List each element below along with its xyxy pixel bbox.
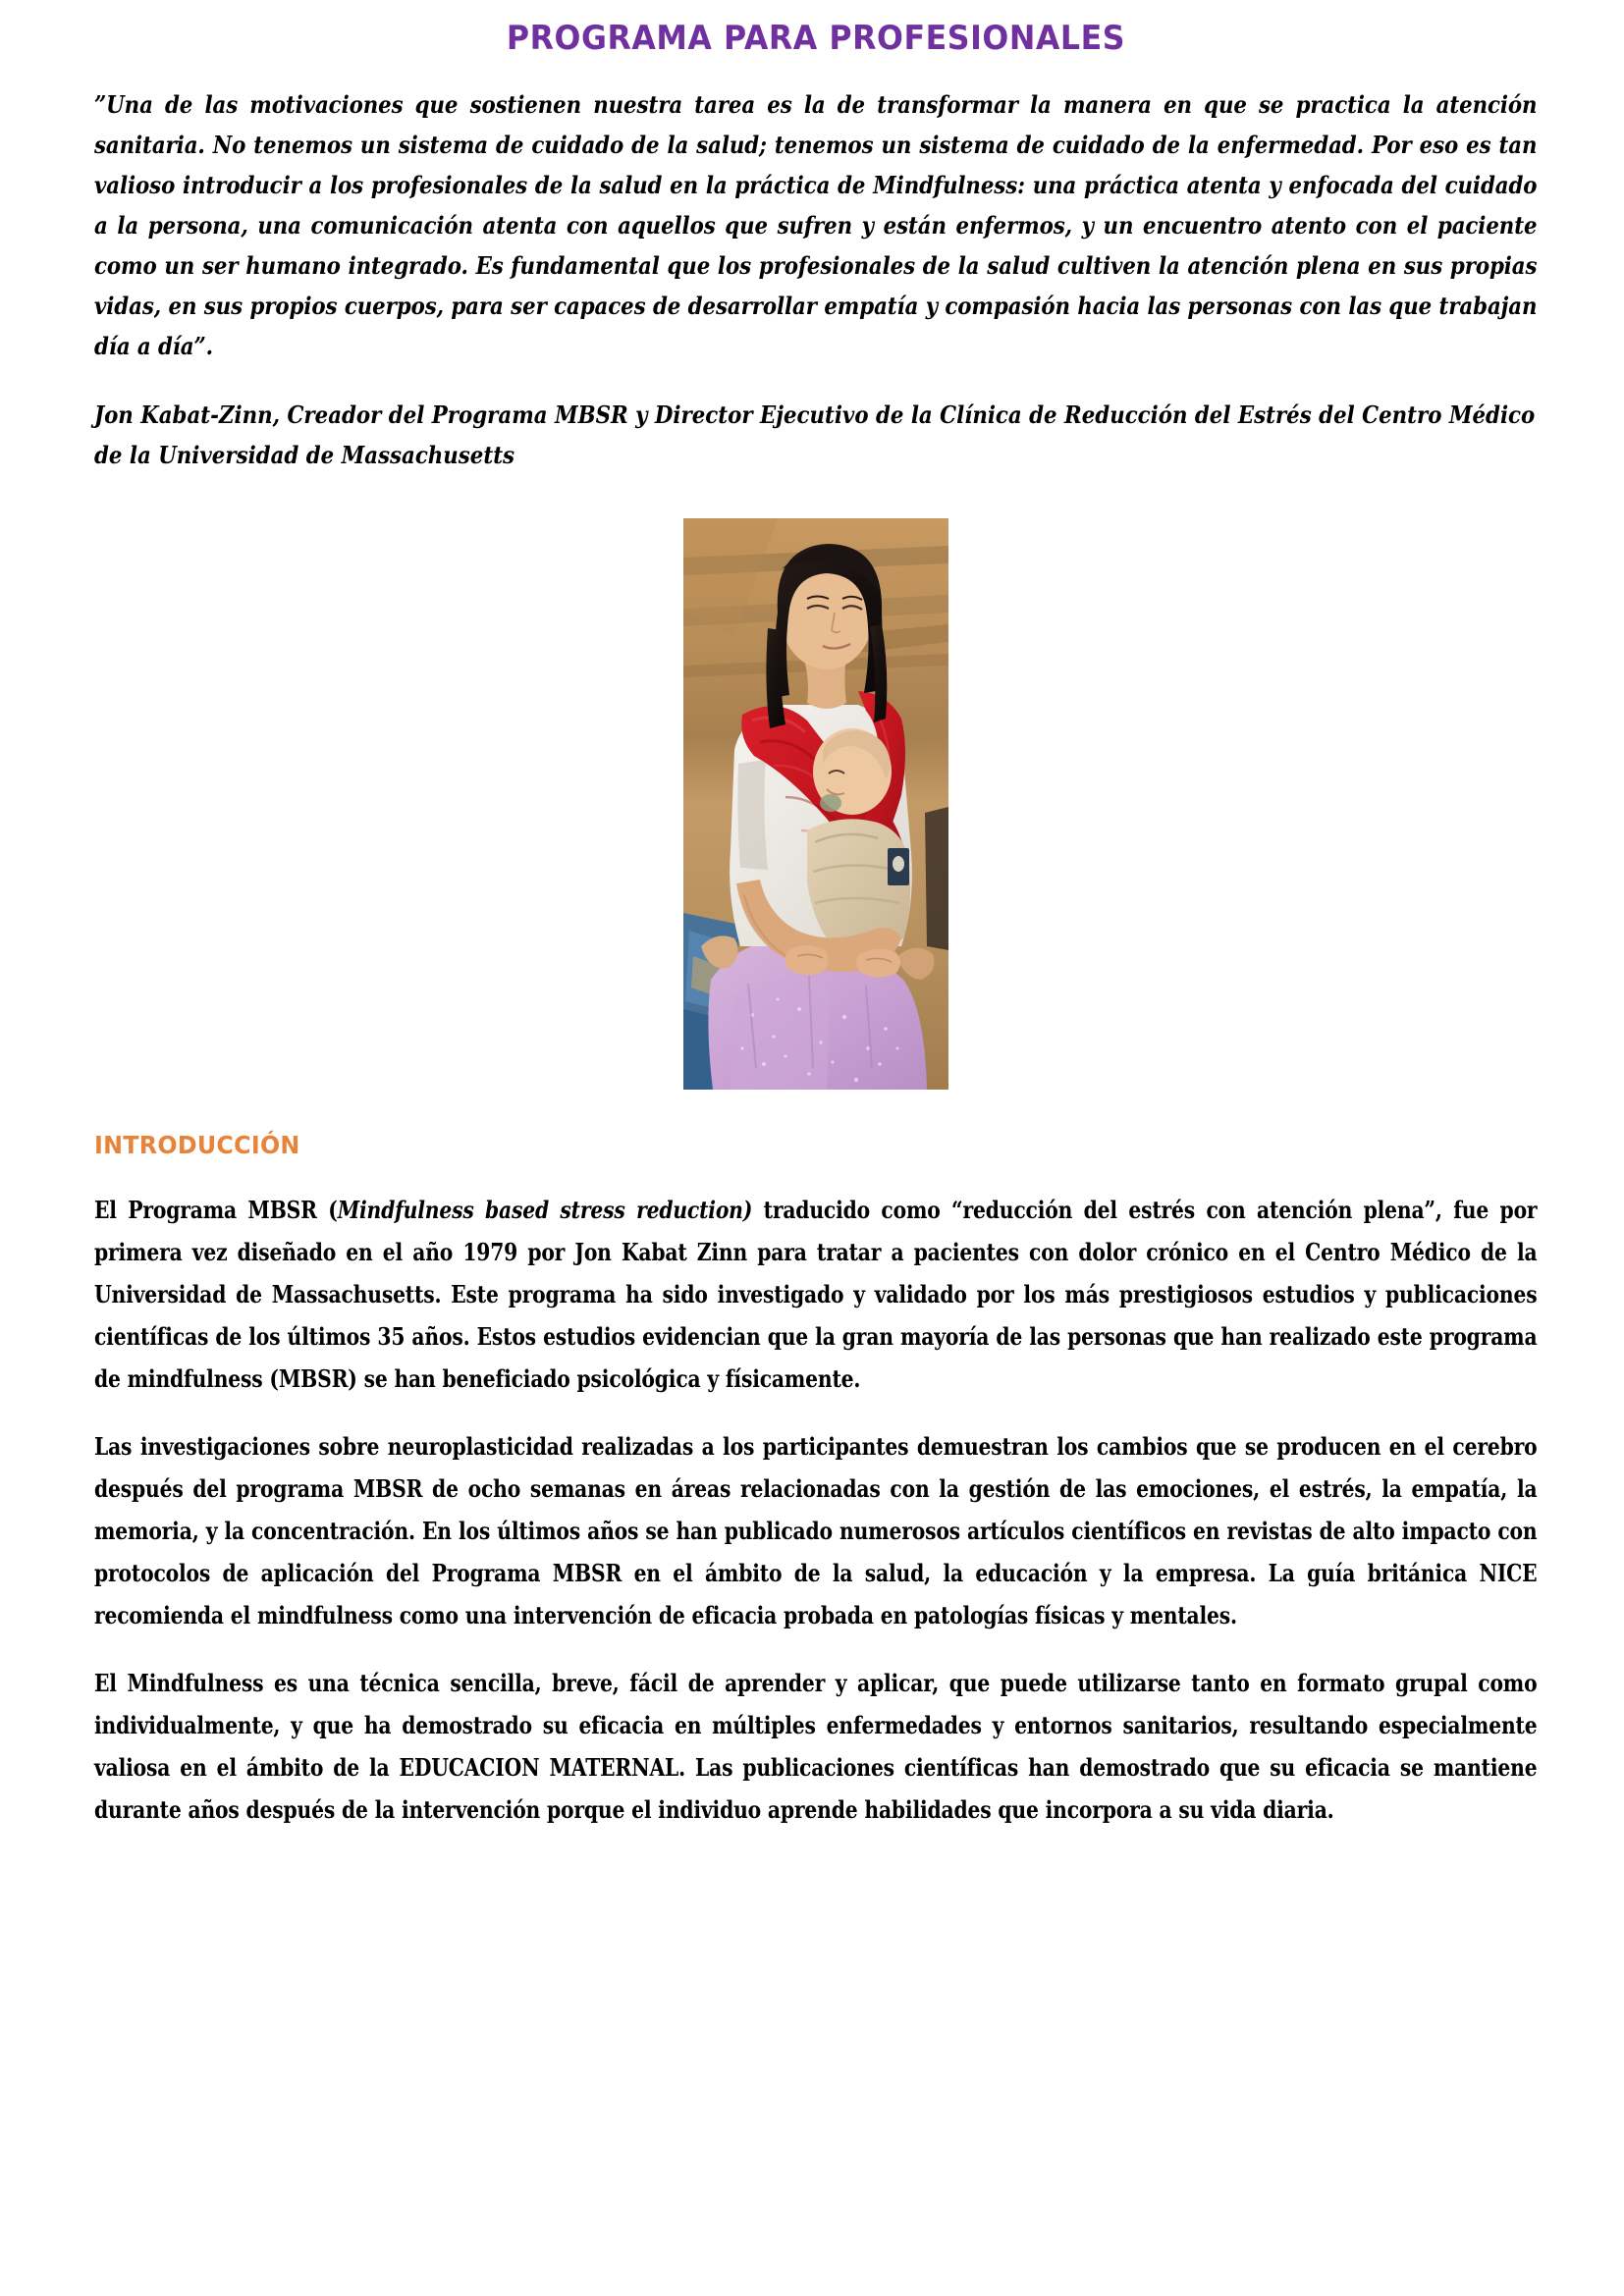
intro-paragraph-1-rest: traducido como “reducción del estrés con atención plena”, fue por primera vez diseñado en el año 1979 por Jon Kabat Zinn para tratar a pacientes con dolor crónico en el Centro Médico de la Universidad de Massachusetts. Este programa ha sido investigado y validado por los más prestigiosos estudios y publicaciones científicas de los últimos 35 años. Estos estudios evidencian que la gran mayoría de las personas que han realizado este programa de mindfulness (MBSR) se han beneficiado psicológica y físicamente. bbox=[94, 1195, 1538, 1393]
intro-paragraph-3: El Mindfulness es una técnica sencilla, breve, fácil de aprender y aplicar, que puede utilizarse tanto en formato grupal como individualmente, y que ha demostrado su eficacia en múltiples enfermedades y entornos sanitarios, resultando especialmente valiosa en el ámbito de la EDUCACION MATERNAL. Las publicaciones científicas han demostrado que su eficacia se mantiene durante años después de la intervención porque el individuo aprende habilidades que incorpora a su vida diaria. bbox=[94, 1668, 1538, 1824]
intro-paragraph-1 bbox=[94, 1159, 1537, 1400]
meditation-photo bbox=[683, 518, 948, 1090]
intro-paragraph-1-lead: El Programa MBSR ( bbox=[94, 1195, 338, 1224]
page-content bbox=[94, 0, 1538, 1831]
pull-quote-text: ”Una de las motivaciones que sostienen nuestra tarea es la de transformar la manera en que se practica la atención sanitaria. No tenemos un sistema de cuidado de la salud; tenemos un sistema de cuidado de la enfermedad. Por eso es tan valioso introducir a los profesionales de la salud en la práctica de Mindfulness: una práctica atenta y enfocada del cuidado a la persona, una comunicación atenta con aquellos que sufren y están enfermos, y un encuentro atento con el paciente como un ser humano integrado. Es fundamental que los profesionales de la salud cultiven la atención plena en sus propias vidas, en sus propios cuerpos, para ser capaces de desarrollar empatía y compasión hacia las personas con las que trabajan día a día”. bbox=[94, 89, 1538, 360]
intro-paragraph-2: Las investigaciones sobre neuroplasticidad realizadas a los participantes demuestran los cambios que se producen en el cerebro después del programa MBSR de ocho semanas en áreas relacionadas con la gestión de las emociones, el estrés, la empatía, la memoria, y la concentración. En los últimos años se han publicado numerosos artículos científicos en revistas de alto impacto con protocolos de aplicación del Programa MBSR en el ámbito de la salud, la educación y la empresa. La guía británica NICE recomienda el mindfulness como una intervención de eficacia probada en patologías físicas y mentales. bbox=[94, 1431, 1538, 1629]
page-title: PROGRAMA PARA PROFESIONALES bbox=[506, 19, 1126, 58]
intro-paragraph-1-emphasis: Mindfulness based stress reduction) bbox=[337, 1195, 753, 1224]
quote-attribution: Jon Kabat-Zinn, Creador del Programa MBSR y Director Ejecutivo de la Clínica de Reducción del Estrés del Centro Médico de la Universidad de Massachusetts bbox=[94, 400, 1536, 469]
photo-container bbox=[94, 518, 1538, 1090]
section-heading-introduccion: INTRODUCCIÓN bbox=[94, 1130, 300, 1159]
